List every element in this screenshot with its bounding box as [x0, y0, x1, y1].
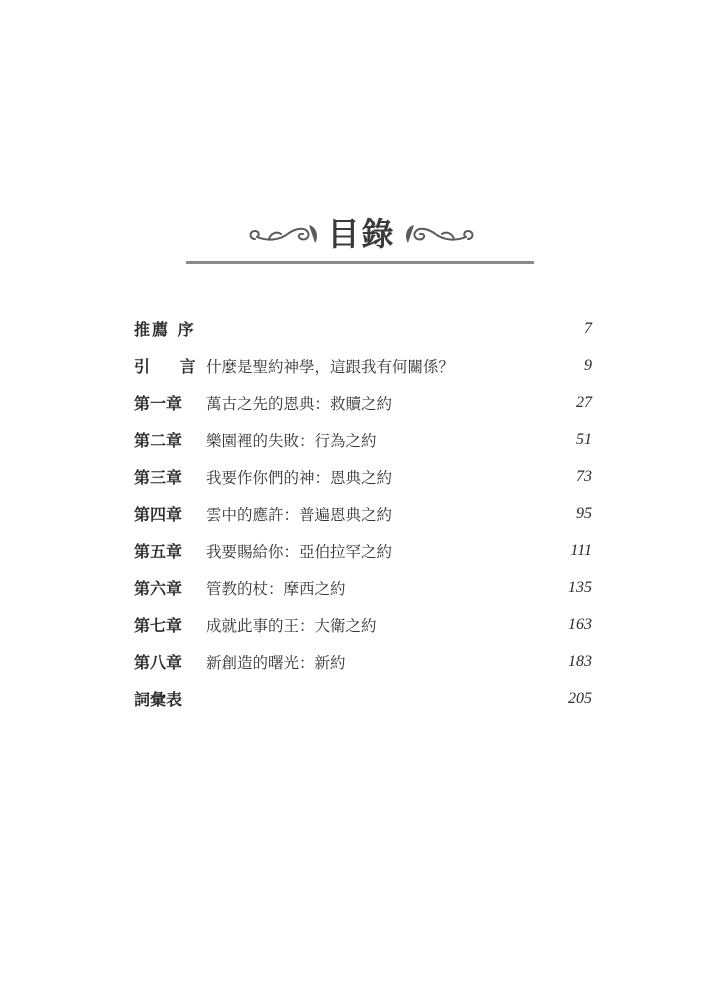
- toc-entry-chapter-2[interactable]: [134, 421, 592, 458]
- toc-entry-title: 管教的杖：摩西之約: [206, 579, 346, 598]
- table-of-contents: [134, 310, 592, 717]
- toc-entry-page: 7: [584, 319, 592, 337]
- toc-entry-label: 第一章: [134, 394, 183, 413]
- left-scroll-ornament-icon: [245, 219, 321, 249]
- toc-entry-label: 第六章: [134, 579, 183, 598]
- toc-entry-label: 推薦 序: [134, 320, 196, 339]
- toc-entry-introduction[interactable]: [134, 347, 592, 384]
- toc-entry-page: 95: [576, 504, 592, 522]
- title-block: [0, 212, 723, 256]
- toc-entry-chapter-6[interactable]: [134, 569, 592, 606]
- toc-entry-label: 第五章: [134, 542, 183, 561]
- toc-entry-title: 我要作你們的神：恩典之約: [206, 468, 393, 487]
- toc-entry-page: 183: [568, 652, 592, 670]
- toc-entry-title: 新創造的曙光：新約: [206, 653, 346, 672]
- toc-entry-title: 我要賜給你：亞伯拉罕之約: [206, 542, 393, 561]
- toc-header: [0, 212, 723, 264]
- toc-entry-chapter-1[interactable]: [134, 384, 592, 421]
- toc-entry-page: 135: [568, 578, 592, 596]
- toc-entry-title: 成就此事的王：大衛之約: [206, 616, 377, 635]
- toc-entry-title: 樂園裡的失敗：行為之約: [206, 431, 377, 450]
- toc-entry-chapter-4[interactable]: [134, 495, 592, 532]
- toc-entry-title: 雲中的應許：普遍恩典之約: [206, 505, 393, 524]
- toc-entry-chapter-7[interactable]: [134, 606, 592, 643]
- toc-entry-label: 引 言: [134, 357, 208, 376]
- toc-entry-page: 111: [570, 541, 592, 559]
- toc-entry-page: 51: [576, 430, 592, 448]
- right-scroll-ornament-icon: [402, 219, 478, 249]
- toc-entry-title: 什麼是聖約神學，這跟我有何關係？: [206, 357, 455, 376]
- toc-entry-chapter-3[interactable]: [134, 458, 592, 495]
- toc-entry-page: 73: [576, 467, 592, 485]
- toc-entry-page: 9: [584, 356, 592, 374]
- toc-entry-label: 第四章: [134, 505, 183, 524]
- toc-entry-glossary[interactable]: [134, 680, 592, 717]
- toc-entry-chapter-8[interactable]: [134, 643, 592, 680]
- toc-entry-label: 第七章: [134, 616, 183, 635]
- toc-entry-label: 詞彙表: [134, 690, 183, 709]
- toc-entry-label: 第三章: [134, 468, 183, 487]
- toc-entry-page: 163: [568, 615, 592, 633]
- toc-entry-chapter-5[interactable]: [134, 532, 592, 569]
- toc-entry-preface[interactable]: [134, 310, 592, 347]
- toc-entry-page: 27: [576, 393, 592, 411]
- toc-entry-label: 第二章: [134, 431, 183, 450]
- toc-entry-title: 萬古之先的恩典：救贖之約: [206, 394, 393, 413]
- title-divider: [186, 261, 534, 264]
- toc-entry-page: 205: [568, 689, 592, 707]
- toc-entry-label: 第八章: [134, 653, 183, 672]
- page-title: 目錄: [327, 215, 396, 253]
